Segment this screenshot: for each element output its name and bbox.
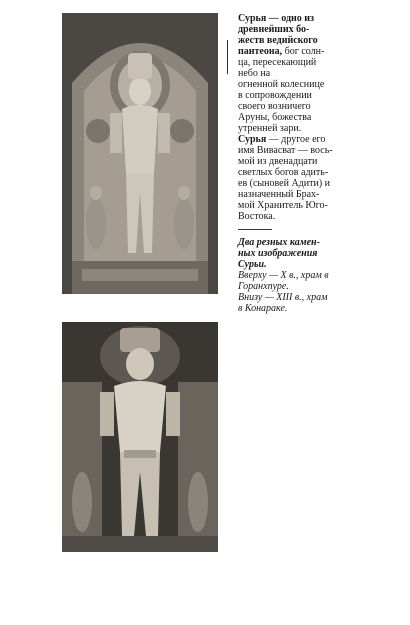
normal-run: мой из двенадцати: [238, 156, 318, 167]
text-line: [238, 145, 356, 156]
text-line: [238, 189, 356, 200]
caption-title-line-3: Сурьи.: [238, 259, 267, 270]
caption-title-line-1: Два резных камен-: [238, 237, 320, 248]
stone-statue-image: [62, 322, 218, 552]
bold-run: жеств ведийского: [238, 35, 318, 46]
text-line: [238, 13, 356, 24]
column-rule: [227, 40, 228, 74]
normal-run: в сопровождении: [238, 90, 312, 101]
text-line: [238, 167, 356, 178]
bold-run: Сурья: [238, 134, 267, 145]
normal-run: ев (сыновей Адити) и: [238, 178, 331, 189]
normal-run: имя Вивасват — вось-: [238, 145, 333, 156]
text-line: [238, 123, 356, 134]
caption-line-2: Горанхпуре.: [238, 281, 289, 292]
text-line: [238, 90, 356, 101]
bold-run: пантеона,: [238, 46, 283, 57]
normal-run: утренней зари.: [238, 123, 302, 134]
text-line: [238, 112, 356, 123]
normal-run: небо на: [238, 68, 271, 79]
text-line: [238, 134, 356, 145]
bold-run: древнейших бо-: [238, 24, 310, 35]
text-line: [238, 156, 356, 167]
text-line: [238, 35, 356, 46]
text-line: [238, 101, 356, 112]
stone-relief-image: [62, 13, 218, 294]
normal-run: бог солн-: [282, 46, 325, 57]
caption-line-4: в Конараке.: [238, 303, 288, 314]
caption-line-3: Внизу — XIII в., храм: [238, 292, 328, 303]
text-line: [238, 46, 356, 57]
article-text: [238, 13, 356, 222]
text-line: [238, 178, 356, 189]
text-line: [238, 79, 356, 90]
surya-relief-photo-bottom: [62, 322, 218, 552]
caption-title-line-2: ных изображения: [238, 248, 318, 259]
normal-run: огненной колеснице: [238, 79, 325, 90]
normal-run: светлых богов адить-: [238, 167, 329, 178]
caption-separator: [238, 229, 272, 230]
text-line: [238, 200, 356, 211]
text-line: [238, 57, 356, 68]
paragraph-surya-intro: [238, 13, 356, 134]
normal-run: — другое его: [266, 134, 326, 145]
normal-run: назначенный Брах-: [238, 189, 320, 200]
normal-run: мой Хранитель Юго-: [238, 200, 328, 211]
normal-run: Востока.: [238, 211, 276, 222]
text-line: [238, 68, 356, 79]
normal-run: Аруны, божества: [238, 112, 312, 123]
normal-run: ца, пересекающий: [238, 57, 317, 68]
normal-run: своего возничего: [238, 101, 311, 112]
surya-relief-photo-top: [62, 13, 218, 294]
bold-run: Сурья — одно из: [238, 13, 315, 24]
caption-line-1: Вверху — X в., храм в: [238, 270, 329, 281]
paragraph-surya-vivasvat: [238, 134, 356, 222]
text-line: [238, 211, 356, 222]
text-line: [238, 24, 356, 35]
photo-caption: [238, 237, 358, 314]
